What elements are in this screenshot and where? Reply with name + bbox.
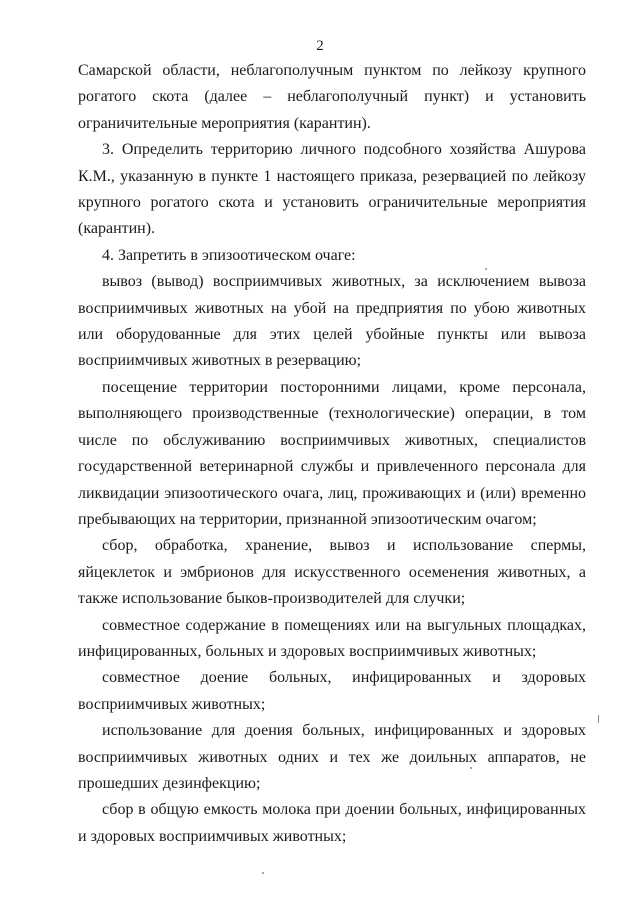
paragraph-item-4-heading: 4. Запретить в эпизоотическом очаге: [102,246,356,264]
paragraph-prohibition-housing: совместное содержание в помещениях или на выгульных площадках, инфицированных, больных и здоровых восприимчивых животных; [78,616,586,660]
paragraph-item-3: 3. Определить территорию личного подсобного хозяйства Ашурова К.М., указанную в пункте 1 настоящего приказа, резервацией по лейкозу крупного рогатого скота и установить ограничительные мероприятия (карантин). [78,141,586,238]
paragraph-prohibition-milk-collection: сбор в общую емкость молока при доении больных, инфицированных и здоровых восприимчивых животных; [78,801,586,845]
page-number: 2 [316,38,324,54]
paragraph-prohibition-sperm: сбор, обработка, хранение, вывоз и использование спермы, яйцеклеток и эмбрионов для искусственного осеменения животных, а также использование быков-производителей для случки; [78,537,586,608]
paragraph-prohibition-milking: совместное доение больных, инфицированных и здоровых восприимчивых животных; [78,669,586,713]
scan-speck [470,767,472,769]
scan-speck [262,872,264,874]
paragraph-prohibition-apparatus: использование для доения больных, инфицированных и здоровых восприимчивых животных одних и тех же доильных аппаратов, не прошедших дезинфекцию; [78,722,586,792]
paragraph-prohibition-visits: посещение территории посторонними лицами, кроме персонала, выполняющего производственные (технологические) операции, в том числе по обслуживанию восприимчивых животных, специалистов государственной ветеринарной службы и привлеченного персонала для ликвидации эпизоотического очага, лиц, проживающих и (или) временно пребывающих на территории, признанной эпизоотическим очагом; [78,378,586,528]
document-body [78,58,586,850]
scan-speck [485,268,487,270]
paragraph-continuation: Самарской области, неблагополучным пунктом по лейкозу крупного рогатого скота (далее – неблагополучный пункт) и установить ограничительные мероприятия (карантин). [78,62,586,132]
paragraph-prohibition-removal: вывоз (вывод) восприимчивых животных, за исключением вывоза восприимчивых животных на убой на предприятия по убою животных или оборудованные для этих целей убойные пункты или вывоза восприимчивых животных в резервацию; [78,273,586,370]
scan-speck [598,715,599,723]
